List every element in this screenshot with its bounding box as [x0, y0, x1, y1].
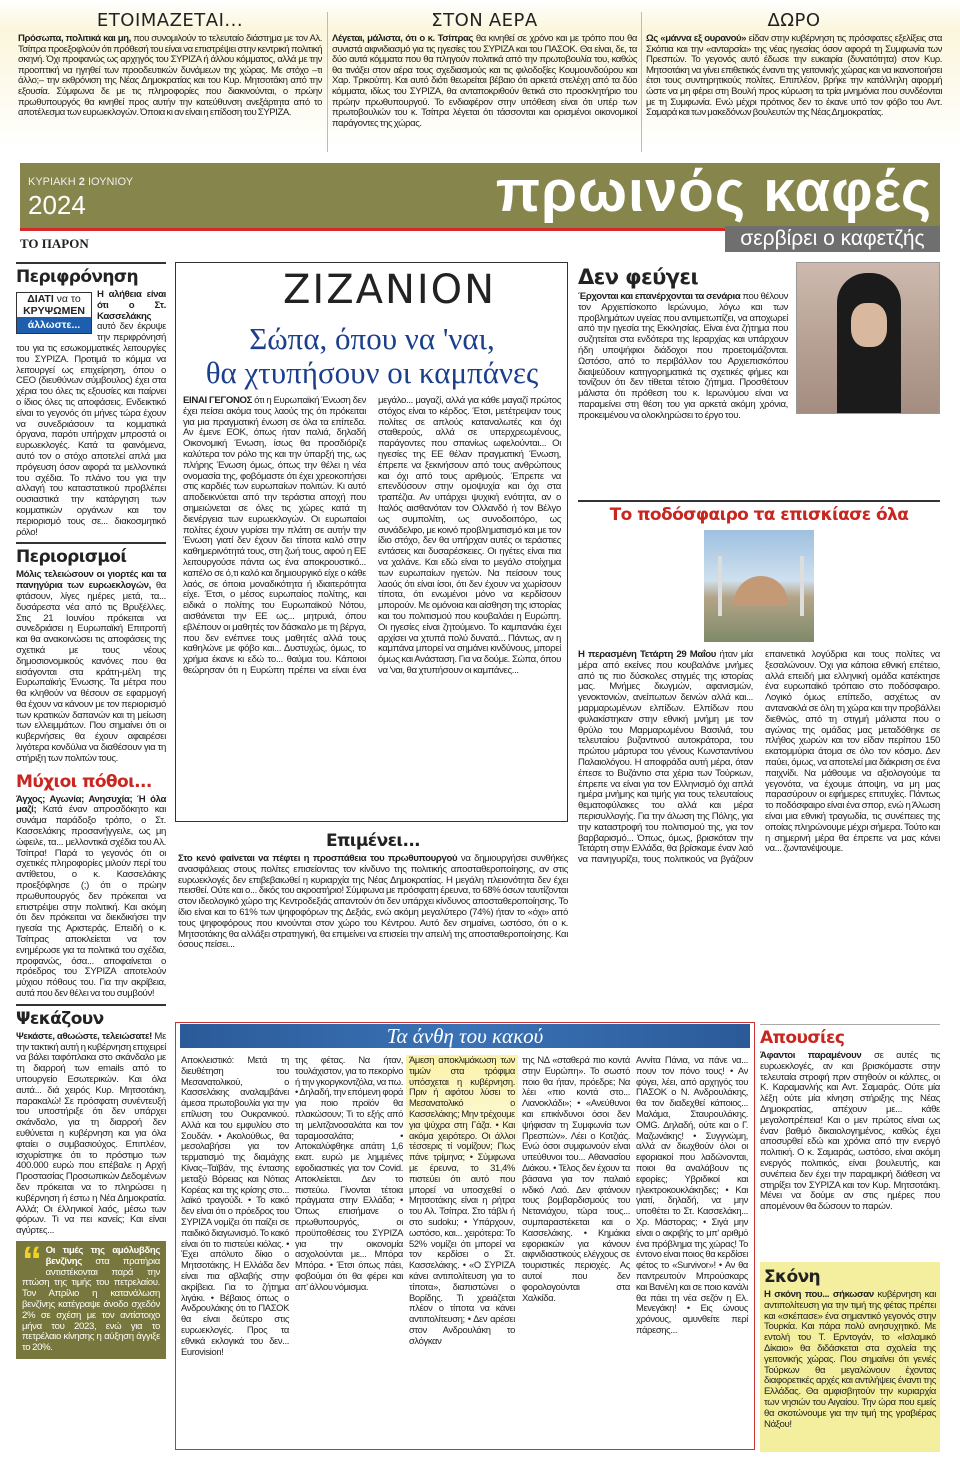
divider [641, 12, 642, 152]
body: κυβέρνηση και αντιπολίτευση για την τιμή της φέτας πρέπει και «σκέπασε» ένα σημαντικό γεγονός στην Τουρκία. Και πάρα πολύ ανησυχητικό. Με εντολή του Τ. Ερντογάν, το «Ισλαμικό Δίκαιο» θα διδάσκεται στα σχολεία της γειτονικής χώρας. Που σημαίνει ότι γενιές Τούρκων θα μεγαλώνουν έχοντας διαφορετικές αρχές και αντιλήψεις έναντι της Ελλάδας. Θα αμφισβητούν την κυριαρχία των νησιών του Αιγαίου. Την ώρα που εμείς θα σκοτώνουμε για την τιμή της γραβιέρας Νάξου! [764, 1289, 936, 1430]
headline: Περιφρόνηση [16, 267, 139, 287]
day-number: 2 [78, 176, 85, 188]
body: Κατά έναν απροσδόκητο και συνάμα παράδοξο τρόπο, ο Στ. Κασσελάκης προσανήγγειλε, ως μη ώφειλε, τα... μελλοντικά σχέδια του Αλ. Τσίπρα! Παρά το γεγονός ότι οι σχετικές πληροφορίες μιλούν περί του αντίθετου, ο κ. Κασσελάκης προεξόφλησε (;) ότι ο πρώην πρωθυπουργός δεν πρόκειται να επιστρέψει στην πολιτική. Και ακόμη ότι δεν πρόκειται να διεκδικήσει την ηγεσία της Αριστεράς. Επειδή ο κ. Τσίπρας αποκλείεται να τον ενημέρωσε για τα πολιτικά του σχέδια, προφανώς, όσα... αποφαίνεται ο πρόεδρος του ΣΥΡΙΖΑ αποτελούν μύχιου πόθους του. Για την ακρίβεια, αυτά που δεν θέλει να του συμβούν! [16, 804, 166, 1000]
face [851, 303, 887, 347]
lead: Μόλις τελειώσουν οι γιορτές και τα πανηγύρια των ευρωεκλογών, [16, 569, 166, 592]
hagia-sophia-photo [702, 528, 816, 644]
article-doro [646, 10, 942, 119]
headline: ΣΤΟΝ ΑΕΡΑ [431, 10, 538, 31]
dome [734, 576, 788, 606]
body: σε αυτές τις ευρωεκλογές, αν και βρισκόμαστε στην τελευταία στροφή πριν στηθούν οι κάλπες, οι Κ. Καραμανλής και Αντ. Σαμαράς. Ούτε μία λέξη ούτε μία κίνηση στήριξης της Νέας Δημοκρατίας, απέχουν με... κάθε μεγαλοπρέπεια! Και ο μεν πρώτος είναι ως έναν βαθμό δικαιολογημένος, καθώς έχει αποσυρθεί εδώ και χρόνια από την ενεργό πολιτική. Ο κ. Σαμαράς, ωστόσο, είναι ακόμη ενεργός πολιτικός, είναι βουλευτής, και συνέπεια δεν έχει την παραμικρή διάθεση να στηρίξει τον ΣΥΡΙΖΑ και τον Κυρ. Μητσοτάκη. Μένει να δούμε αν στις ημέρες που απομένουν θα δώσουν το παρών. [760, 1050, 940, 1213]
month: ΙΟΥΝΙΟΥ [87, 176, 134, 188]
lead: Η περασμένη Τετάρτη 29 Μαΐου [578, 649, 717, 660]
headline: Μύχιοι πόθοι... [16, 771, 152, 792]
lead: Πρόσωπα, πολιτικά και μη, [18, 33, 131, 44]
article-aposies [760, 1024, 940, 1213]
body: στα πρατήρια αντιστέκονται παρά την πτώση της τιμής του πετρελαίου. Τον Απρίλιο η κατανάλωση βενζίνης κατέγραψε άνοδο σχεδόν 2% σε σχέση με τον αντίστοιχο μήνα του 2023, ενώ για το πετρέλαιο κίνησης η αύξηση άγγιξε το 20%. [22, 1255, 160, 1354]
body: ήταν μία μέρα από εκείνες που κουβαλάνε μνήμες από τις πιο δύσκολες στιγμές της ιστορίας μας. Μνήμες διωγμών, αφανισμών, γενοκτονιών, ανείπωτων δεινών αλλά και... μαρμαρωμένων ελπίδων. Ελπίδων που φυλακίστηκαν στην εθνική μνήμη με τον θρύλο του Μαρμαρωμένου Βασιλιά, του τελευταίου βυζαντινού αυτοκράτορα, του πρώτου μάρτυρα του γένους Κωνσταντίνου Παλαιολόγου. Η αποφράδα αυτή μέρα, όταν έπεσε το Βυζάντιο στα χέρια των Τούρκων, έπρεπε να είναι για τον Ελληνισμό όχι απλά ημέρα μνήμης και τιμής για τους τελευταίους θεματοφύλακες του αλλά και μέρα περισυλλογής. Για την άλωση της Πόλης, για την καταστροφή του πολιτισμού της, για τον βαρβαρισμό... Όπως, όμως, βρισκόταν την Τετάρτη στην Ελλάδα, θα βρίσκαμε έναν λαό να πανηγυρίζει, τους πολιτικούς να βγάζουν επαινετικά λογύδρια και τους πολίτες να ξεσαλώνουν. Όχι για κάποια εθνική επέτειο, αλλά επειδή μια ελληνική ομάδα κατέκτησε ένα ευρωπαϊκό τρόπαιο στο ποδόσφαιρο. Λογικό όμως επίπεδο, ασχέτως αν αντανακλά σε όλη τη χώρα και την προβάλλει διεθνώς, από τη στιγμή μάλιστα που ο αγώνας της ομάδας μας μεταδόθηκε σε πλήθος χωρών και τον είδαν περίπου 150 εκατομμύρια άτομα σε όλο τον κόσμο. Δεν παύει, όμως, να αποτελεί μια διάκριση σε ένα παιχνίδι. Να μάθουμε να αξιολογούμε τα γεγονότα, να έχουμε άποψη, να μη μας παρασύρουν οι εφήμερες επιτυχίες. Πάντως το ποδόσφαιρο είναι ένα σπορ, ενώ η Άλωση είναι μια εθνική τραγωδία, τις συνέπειες της οποίας πληρώνουμε μέχρι σήμερα. Τούτο και η σημερινή μέρα θα έπρεπε να μας κάνει να... ζωντανέψουμε. [578, 649, 940, 866]
article-periorismoi [16, 542, 166, 764]
lead: Άγχος; Αγωνία; Ανησυχία; Ή όλα μαζί; [16, 793, 166, 816]
zizanion-logo: ΖΙΖΑΝΙΟΝ [283, 267, 497, 313]
lead: Η αλήθεια είναι ότι ο Στ. Κασσελάκης [97, 289, 166, 322]
body: αυτό δεν έκρυψε την περιφρόνησή του για τις εσωκομματικές λειτουργίες του ΣΥΡΙΖΑ. Προτιμά το κόμμα να λειτουργεί ως επιχείρηση, όπου ο CEO (διευθύνων σύμβουλος) έχει στα χέρια του όλες τις εξουσίες και παίρνει ο ίδιος όλες τις αποφάσεις. Ενδεικτικό είναι το γεγονός ότι μήνες τώρα έχουν να συνεδριάσουν τα κομματικά όργανα, παρότι υπήρχαν μπροστά οι ευρωεκλογές. Κατά τα φαινόμενα, αυτό τον ο στόχο αποτελεί απλά μια πρόγευση όσον αφορά τα μελλοντικά του σχέδια. Το πλάνο του για την αλλαγή του καταστατικού προβλέπει ουσιαστικά την κατάργηση των κομματικών οργάνων και τον περιορισμό τους σε... διακοσμητικό ρόλο! [16, 321, 166, 538]
divider [327, 12, 328, 152]
quote-mark-icon: “ [22, 1238, 42, 1283]
headline: Σκόνη [764, 1267, 821, 1287]
article-skoni [760, 1262, 940, 1452]
divider [16, 262, 166, 264]
headline: ΕΤΟΙΜΑΖΕΤΑΙ... [96, 10, 244, 31]
headline-line: Σώπα, όπου να 'ναι, [249, 321, 495, 356]
anthi-banner: Τα άνθη του κακού [180, 1024, 750, 1048]
lead: Η σκόνη που... σήκωσαν [764, 1289, 874, 1300]
divider [16, 542, 166, 544]
article-psekazoun [16, 1004, 166, 1237]
lead: ΕΙΝΑΙ ΓΕΓΟΝΟΣ [183, 395, 253, 406]
anthi-column: της ΝΔ «σταθερά πιο κοντά στην Ευρώπη». Το σωστό ποιο θα ήταν, πρόεδρε; Να λέει «πιο κοντά στο... Λιανοκλάδι»; • «Ανεύθυνοι και επικίνδυνοι όσοι δεν ψήφισαν τη Συμφωνία των Πρεσπών». Λέει ο Κοτζιάς. Ενώ όσοι συμφωνούν είναι υπεύθυνοι του... Αθανασίου Διάκου. • Τέλος δεν έχουν τα βάσανα για τον παλαιό ινδικό Λαό. Δεν φτάνουν τους βομβαρδισμούς του Νετανιάχου, τώρα τους... συμπαραστέκεται και ο Κασσελάκης. • Κημάκια εφοριακών για κάνουν αιφνιδιαστικούς ελέγχους σε τουριστικές περιοχές. Ας αυτοί που δεν φορολογούνται στα Χαλκίδα. [522, 1054, 630, 1303]
body: Με την τακτική αυτή η κυβέρνηση επιχειρεί να βάλει ταφόπλακα στο σκάνδαλο με τη διαρροή των emails από το υπουργείο Εσωτερικών. Και όλα αυτά... διά χειρός Κυρ. Μητσοτάκη, παρακαλώ! Σε πρόσφατη συνέντευξή του υποστήριξε ότι δεν υπάρχει σκάνδαλο, για τη διαρροή δεν ευθύνεται η κυβέρνηση και για όλα φταίει ο συμβασιούχος. Επιπλέον, ισχυρίστηκε ότι το πρόστιμο των 400.000 ευρώ που επέβαλε η Αρχή Προστασίας Προσωπικών Δεδομένων δεν πρόκειται να το πληρώσει η κυβέρνηση ή έστω η Νέα Δημοκρατία. Αλλά; Οι έλληνικοί λαός, μέσω των φόρων. Τι να πει κανείς; Και είναι αγύρτες... [16, 1030, 166, 1237]
tagline: σερβίρει ο καφετζής [725, 226, 940, 252]
lead: Στο κενό φαίνεται να πέφτει η προσπάθεια του πρωθυπουργού [178, 853, 458, 864]
body: που συνομιλούν το τελευταίο διάστημα με τον Αλ. Τσίπρα προεξοφλούν ότι πρόθεσή του είναι να επιστρέψει στην κεντρική πολιτική σκηνή. Όχι προφανώς ως αρχηγός του ΣΥΡΙΖΑ ή άλλου κόμματος, αλλά με την προοπτική να ηγηθεί των προοδευτικών δυνάμεων της χώρας. Με στόχο –τι άλλο;– την εκθρόνιση της Νέας Δημοκρατίας και του Κυρ. Μητσοτάκη από την εξουσία. Σύμφωνα δε με τις πληροφορίες που διακινούνται, ο πρώην πρωθυπουργός θα κινηθεί προς αυτήν την κατεύθυνση ανεξάρτητα από το αποτέλεσμα των ευρωεκλογών. Όποια κι αν είναι η επίδοση του ΣΥΡΙΖΑ. [18, 33, 322, 119]
anthi-column: Αποκλειστικό: Μετά τη διευθέτηση του Μεσανατολικού, ο Κασσελάκης αναλαμβάνει άμεσα πρωτοβουλία για την επίλυση του Ουκρανικού. Αλλά και του εμφυλίου στο Σουδάν. • Ακολούθως, θα μεσολαβήσει για τον τερματισμό της διαμάχης Κίνας–Ταϊβάν, της έντασης μεταξύ Βόρειας και Νότιας Κορέας και της κρίσης στο... λαϊκό τραγούδι. • Το κακό δεν είναι ότι ο πρόεδρος του ΣΥΡΙΖΑ νομίζει ότι παίζει σε παιδικό διαγωνισμό. Το κακό είναι ότι το πιστεύει κιόλας. • Έχει απόλυτο δίκιο ο Μητσοτάκης. Η Ελλάδα δεν είναι πια αβλαβής στην ακρίβεια. Για το ζήτημα λιγάκι. • Βέβαιος όπως ο Ανδρουλάκης ότι το ΠΑΣΟΚ θα είναι δεύτερο στις ευρωεκλογές. Προς τα εθνικά εκλογικά του δεν... Eurovision! [181, 1054, 289, 1357]
day: ΚΥΡΙΑΚΗ [28, 176, 76, 188]
headline: Το ποδόσφαιρο τα επισκίασε όλα [609, 505, 909, 525]
anthi-column: της φέτας. Να ήταν, τουλάχιστον, για το πεκορίνο ή την γκοργκοντζόλα, να πω. • Δηλαδή, την επόμενη φορά για ποιο προϊόν θα πλακώσουν; Τι το εξής από τη μελιτζανοσαλάτα και τον ταραμοσαλάτα; • Αποκαλύφθηκε απάτη 1,6 εκατ. ευρώ με λημμένες εφοδιαστικές για τον Covid. Αποκλείεται. Δεν το πιστεύω. Γίνονται τέτοια πράγματα στην Ελλάδα; • Όπως επισήμανε ο πρωθυπουργός, οι προϋποθέσεις του ΣΥΡΙΖΑ για την οικονομία ασχολούνται με... Μπόρα Μπόρα. • Έτσι όπως πάει, φοβούμαι ότι θα φέρει και απ' άλλου νόμισμα. [295, 1054, 403, 1292]
lead: Λέγεται, μάλιστα, ότι ο κ. Τσίπρας [332, 33, 473, 44]
quote-box [16, 1238, 166, 1359]
badge-line: άλλωστε... [17, 317, 91, 333]
divider [578, 500, 940, 502]
anthi-column: Άμεση αποκλιμάκωση των τιμών στα τρόφιμα υπόσχεται η κυβέρνηση. Πριν ή αφότου λύσει το Μεσανατολικό ο Κασσελάκης; Μην τρέχουμε για ψύχρα στη Γάζα. • Και ακόμα χειρότερο. Οι άλλοι τέσσερις τί νομίζουν; Πως πάνε τρίμηνα; • Σύμφωνα με έρευνα, το 31,4% πιστεύει ότι αυτό που μπορεί να υποσχεθεί ο Μητσοτάκης είναι η ρήτρα του Αλ. Τσίπρα. Στο τάβλι ή στο sudoku; • Υπάρχουν, ωστόσο, και... χειρότερα: Το 52% νομίζει ότι μπορεί να τον κερδίσει ο Στ. Κασσελάκης. • «Ο ΣΥΡΙΖΑ κάνει αντιπολίτευση για το τίποτα», διαπιστώνει ο Βορίδης. Τι χρειάζεται πλέον ο τίποτα να κάνει αντιπολίτευση; • Δεν αρέσει στον Ανδρουλάκη το σλόγκαν [406, 1055, 518, 1347]
anthi-column: Αννίτα Πάνια, να πάνε να... πουν τον πόνο τους! • Αν φύγει, λέει, από αρχηγός του ΠΑΣΟΚ ο Ν. Ανδρουλάκης, θα τον διαδεχθεί κάποιος... Μαλάμα, Σταυρουλάκης. OMG. Δηλαδή, ούτε και ο Γ. Μαζωνάκης! • Συγγνώμη, αλλά αν διωχθούν όλοι οι εφοριακοί που λαδώνονται, ποιοι θα αναλάβουν τις εφορίες; Υβριδικοί και ηλεκτροκουκλάκηδες; • Και γιατί, δηλαδή, να μην υποθέτει το Στ. Κασσελάκη... Χρ. Μάστορας; • Σιγά μην είναι ο ακριβής το μπ' αριθμό ένα πρόβλημα της χώρας! Το έντονο είναι ποιος θα κερδίσει φέτος το «Survivor»! • Αν θα παντρευτούν Μπρούσκαρς και Βανέλη και σε ποιο κανάλι θα πάει τη νέα σεζόν η Ελ. Μενεγάκη! • Εις ώνους χρόνους, αμυνθείτε περί πάρεσης... [636, 1054, 748, 1335]
body: είδαν στην κυβέρνηση τις πρόσφατες εξελίξεις στα Σκόπια και την «ανταρσία» της νέας ηγεσίας όσον αφορά τη Συμφωνία των Πρεσπών. Το γεγονός αυτό έδωσε την ευκαιρία (δυνατότητα) στον Κυρ. Μητσοτάκη να γίνει επιθετικός έναντι της γειτονικής χώρας και να ικανοποιήσει έτσι τους συντηρητικούς πολίτες. Επιπλέον, βρήκε την κατάλληλη αφορμή ώστε να μη φέρει στη Βουλή προς κύρωση τα τρία μνημόνια που συνδέονται με τη Συμφωνία. Ενώ μέχρι πρότινος δεν το έκανε υπό τον φόβο του Αντ. Σαμαρά και των μακεδόνων βουλευτών της Νέας Δημοκρατίας. [646, 33, 942, 119]
article-ston-aera [332, 10, 637, 129]
lead: Οι τιμές της αμόλυβδης βενζίνης [45, 1244, 160, 1267]
body: θα φτάσουν, λίγες ημέρες μετά, τα... δυσάρεστα νέα από τις Βρυξέλλες. Στις 21 Ιουνίου πρόκειται να συνεδριάσει η Ευρωπαϊκή Επιτροπή και θα ανακοινώσει τις αποφάσεις της σχετικά με τους νέους δημοσιονομικούς κανόνες που θα εισάγονται στα κράτη-μέλη της Ευρωπαϊκής Ένωσης. Τα μέτρα που θα κληθούν να θέσουν σε εφαρμογή θα έχουν να κάνουν με τον περιορισμό των κρατικών δαπανών και τη μείωση των ελλειμμάτων. Που σημαίνει ότι οι κυβερνήσεις θα έχουν αφαιρέσει λιγότερα κονδύλια να διαθέσουν για τη στήριξη των πολιτών τους. [16, 580, 167, 764]
minaret [800, 556, 804, 616]
headline-line: θα χτυπήσουν οι καμπάνες [205, 355, 539, 390]
column-title: πρωινός καφές [495, 159, 932, 224]
article-mychioi-pothoi [16, 769, 166, 1000]
article-podosfairo [578, 500, 940, 866]
diati-badge [16, 292, 92, 334]
article-den-fevgei [578, 262, 940, 422]
newspaper-name: ΤΟ ΠΑΡΟΝ [20, 236, 89, 251]
headline: Περιορισμοί [16, 547, 127, 568]
year: 2024 [28, 190, 86, 220]
body: που θέλουν τον Αρχιεπίσκοπο Ιερώνυμο, λόγω και των προβλημάτων υγείας που αντιμετωπίζει, να αποχωρεί από την ηγεσία της Εκκλησίας. Είναι ένα ζήτημα που συζητείται στα ενδότερα της Ιεραρχίας και υπάρχουν ήδη υποψήφιοι διάδοχοι που προετοιμάζονται. Ωστόσο, από το περιβάλλον του Αρχιεπισκόπου διαψεύδουν κατηγορηματικά τις σχετικές φήμες και τονίζουν ότι δεν τίθεται τέτοιο ζήτημα. Προσθέτουν μάλιστα ότι πρόθεση του κ. Ιερωνύμου είναι να παραμείνει στη θέση του για αρκετά ακόμη χρόνια, προκειμένου να ολοκληρώσει το έργο του. [578, 291, 788, 421]
headline: Απουσίες [760, 1028, 845, 1048]
editorial-headline [178, 322, 566, 390]
headline: Ψεκάζουν [16, 1008, 104, 1029]
body: θα κινηθεί σε χρόνο και με τρόπο που θα συνιστά αιφνιδιασμό για τις ηγεσίες του ΣΥΡΙΖΑ και του ΠΑΣΟΚ. Θα είναι, δε, τα δύο αυτά κόμματα που θα πληγούν πολιτικά από την πρωτοβουλία του, καθώς θα τινάξει στον αέρα τους σχεδιασμούς και τις φιλοδοξίες Κουμουνδούρου και Χαρ. Τρικούπη. Και αυτό διότι θεωρείται βέβαιο ότι αρκετά στελέχη από τα δύο κόμματα, ιδίως του ΣΥΡΙΖΑ, θα ανταποκριθούν θετικά στο προσκλητήριο του πρώην πρωθυπουργού. Το ενδιαφέρον στην υπόθεση είναι ότι υπέρ των πρωτοβουλιών του κ. Τσίπρα λέγεται ότι τάσσονται και ορισμένοι οικονομικοί παράγοντες της χώρας. [332, 33, 637, 129]
headline: Επιμένει... [325, 831, 421, 851]
divider [16, 1004, 166, 1006]
badge-line: ΚΡΥΨΩΜΕΝ [23, 305, 85, 317]
lead: Ως «μάννα εξ ουρανού» [646, 33, 747, 44]
minaret [718, 556, 722, 616]
badge-line: ΔΙΑΤΙ [27, 293, 54, 305]
headline: ΔΩΡΟ [767, 10, 821, 31]
date-line [28, 176, 133, 188]
body-columns [578, 650, 940, 866]
lead: Ψεκάστε, αθωώστε, τελειώσατε! [16, 1030, 153, 1042]
article-perifronisi [16, 262, 166, 538]
article-epimenei [178, 828, 568, 951]
article-etoimazetai [18, 10, 322, 119]
archbishop-photo [796, 262, 940, 414]
left-column [16, 262, 166, 1359]
body: ότι η Ευρωπαϊκή Ένωση δεν έχει πείσει ακόμα τους λαούς της ότι πρόκειται για μια πραγματική ένωση σε όλα τα επίπεδα. Αν έμενε ΕΟΚ, όπως ήταν παλιά, δηλαδή Οικονομική Ένωση, ίσως θα προσδιόριζε καλύτερα τον ρόλο της και την ύπαρξή της, ως πλήρης Ένωση όμως, όπως την θέλει η νέα ονομασία της, φοβόμαστε ότι έχει χρεοκοπήσει στις καρδιές των ευρωπαίων πολιτών. Κι αυτό αποδεικνύεται από την τεράστια αποχή που σημειώνεται σε όλες τις χώρες κατά τη διενέργεια των ευρωεκλογών. Οι ευρωπαίοι πολίτες έχουν γυρίσει την πλάτη σε αυτήν την Ένωση γιατί δεν έχουν δει τίποτα καλό στην καθημερινότητά τους, στη ζωή τους, αφού η ΕΕ λειτουργούσε πάντα ως ένα αποκρουστικό... καπέλο σε ό,τι καλό και δημιουργικό είχε ο κάθε λαός, σε όποια μοναδικότητα ή ιδιαιτερότητα είχε. Έτσι, ο μέσος ευρωπαίος πολίτης, και ειδικά ο πολίτης του Ευρωπαϊκού Νότου, αισθάνεται την ΕΕ ως... μητρυιά, όπου εβλέπουν οι μαθητές τον δάσκαλο με τη βέργα, που δεν ενέπνεε τους μαθητές αλλά τους καθηλώνε με φόβο και... Δυστυχώς, όμως, το χρήμα έκανε κι εδώ το... θαύμα του. Κάποιοι θεώρησαν ότι η Ευρώπη πρέπει να είναι ένα μεγάλο... μαγαζί, αλλά για κάθε μαγαζί πρώτος στόχος είναι το κέρδος. Έτσι, μετέτρεψαν τους πολίτες σε απλούς καταναλωτές και όχι σταθερούς, αλλά σε υπερχρεωμένους, παράγοντες που σπανίως ωφελούνται... Οι ηγεσίες της ΕΕ θέλαν πραγματική Ένωση, έπρεπε να ξεκινήσουν από τους ανθρώπους και όχι από τους αριθμούς. Έπρεπε να επενδύσουν στην ομοψυχία και όχι στα τραπέζια. Αν υπάρχει ψυχική ενότητα, αν ο Ιταλός αισθανόταν τον Ολλανδό ή τον Βέλγο ως συμπολίτη, ως συνοδοιπόρο, ως συνάδελφο, με κοινό προβληματισμό και με τον ίδιο στόχο, δεν θα υπήρχαν αυτές οι τεράστιες εντάσεις και δυσαρέσκειες. Οι ηγέτες είναι πια να χαλάνε. Και εδώ είναι το μεγάλο στοίχημα των ευρωπαίων ηγετών. Να πείσουν τους λαούς ότι είναι ίσοι, ότι δεν έχουν να χωρίσουν τίποτα, ότι ενωμένοι μόνο να κερδίσουν μπορούν. Με ομόνοια και αίσθηση της ιστορίας και του πολιτισμού που κουβαλάει η Ευρώπη. Οι ηγεσίες είναι ζητούμενο. Το καμπανάκι έχει αρχίσει να χτυπά πολύ δυνατά... Πάντως, αν η καμπάνα μπορεί να σημάνει κινδύνους, μπορεί όμως και Ανάσταση. Για να δούμε. Σώπα, όπου να 'ναι, θα χτυπήσουν οι καμπάνες... [183, 395, 561, 676]
editorial-body [183, 396, 561, 816]
badge-line: να το [53, 293, 81, 305]
lead: Έρχονται και επανέρχονται τα σενάρια [578, 291, 741, 302]
body: να δημιουργήσει συνθήκες ανασφάλειας στους πολίτες επισείοντας τον κίνδυνο της πολιτικής αποσταθεροποίησης, αν στις ευρωεκλογές δεν επιβεβαιωθεί η κυριαρχία της Νέας Δημοκρατίας. Η μεγάλη πλειονότητα δεν έχει πεισθεί. Ούτε και ο... δικός του ακροατήριο! Σύμφωνα με πρόσφατη έρευνα, το 68% όσων ταυτίζονται στον ιδεολογικό χώρο της Κεντροδεξιάς απαντούν ότι δεν υπάρχει κίνδυνος αποσταθεροποίησης. Το ίδιο είναι και το 61% των ψηφοφόρων της Δεξιάς, ενώ ακόμη μεγαλύτερο (74%) ήταν το «όχι» από τους ψηφοφόρους που κινούνται στον χώρο του Κέντρου. Αυτό δεν σημαίνει, ωστόσο, ότι ο κ. Μητσοτάκης θα αλλάξει στρατηγική, θα επιμείνει να επισείει την απειλή της αποσταθεροποίησης. Και όσους πείσει... [178, 853, 569, 951]
headline: Δεν φεύγει [578, 265, 699, 289]
lead: Άφαντοι παραμένουν [760, 1050, 862, 1061]
